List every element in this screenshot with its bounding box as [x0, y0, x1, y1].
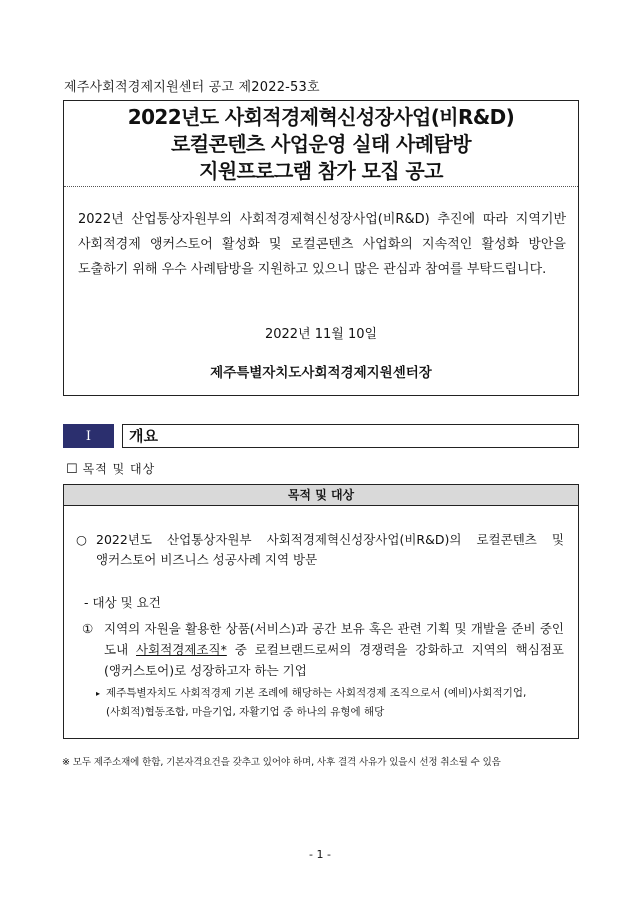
subheading [66, 460, 155, 477]
requirement-underlined-term: 사회적경제조직* [136, 642, 227, 657]
title-line-1: 2022년도 사회적경제혁신성장사업(비R&D) [127, 104, 515, 129]
eligibility-note [96, 684, 564, 722]
purpose-target-box [63, 484, 579, 739]
title-area [64, 101, 578, 187]
requirement-item-1 [82, 618, 564, 681]
title-line-3: 지원프로그램 참가 모집 공고 [199, 158, 443, 183]
circled-number-icon: ① [82, 621, 94, 636]
announcement-date: 2022년 11월 10일 [264, 327, 378, 342]
section-header [63, 424, 579, 448]
requirement-text-start: 지역의 자원을 활용한 상품(서비스)과 공간 보유 혹은 관련 기획 및 개발을 준비 중인 도내 [104, 621, 564, 657]
notice-number: 제주사회적경제지원센터 공고 제2022-53호 [64, 80, 320, 95]
purpose-item [76, 530, 564, 570]
requirements-label: - 대상 및 요건 [84, 595, 161, 610]
circle-bullet-icon: ○ [76, 532, 87, 547]
subheading-label: 목적 및 대상 [82, 462, 156, 476]
checkbox-square-icon: ☐ [66, 462, 79, 477]
footnote: ※ 모두 제주소재에 한함, 기본자격요건을 갖추고 있어야 하며, 사후 결격 사유가 있을시 선정 취소될 수 있음 [62, 757, 501, 768]
intro-paragraph: 2022년 산업통상자원부의 사회적경제혁신성장사업(비R&D) 추진에 따라 지역기반 사회적경제 앵커스토어 활성화 및 로컬콘텐츠 사업화의 지속적인 활성화 방안을 도출하기 위해 우수 사례탐방을 지원하고 있으니 많은 관심과 참여를 부탁드립니다. [78, 212, 566, 277]
page-number: - 1 - [309, 848, 331, 861]
requirement-text [82, 618, 564, 681]
requirement-text-end: 중 로컬브랜드로써의 경쟁력을 강화하고 지역의 핵심점포(앵커스토어)로 성장하고자 하는 기업 [104, 642, 564, 678]
content-box-header: 목적 및 대상 [64, 485, 578, 506]
purpose-text: 2022년도 산업통상자원부 사회적경제혁신성장사업(비R&D)의 로컬콘텐츠 및 앵커스토어 비즈니스 성공사례 지역 방문 [96, 532, 564, 567]
section-number: Ⅰ [63, 424, 114, 448]
section-title: 개요 [122, 424, 579, 448]
eligibility-note-text: 제주특별자치도 사회적경제 기본 조례에 해당하는 사회적경제 조직으로서 (예비)사회적기업, (사회적)협동조합, 마을기업, 자활기업 중 하나의 유형에 해당 [106, 687, 527, 718]
title-line-2: 로컬콘텐츠 사업운영 실태 사례탐방 [171, 131, 471, 156]
issuing-organization: 제주특별자치도사회적경제지원센터장 [210, 365, 432, 381]
announcement-title-box [63, 100, 579, 396]
triangle-bullet-icon: ▸ [96, 689, 101, 698]
